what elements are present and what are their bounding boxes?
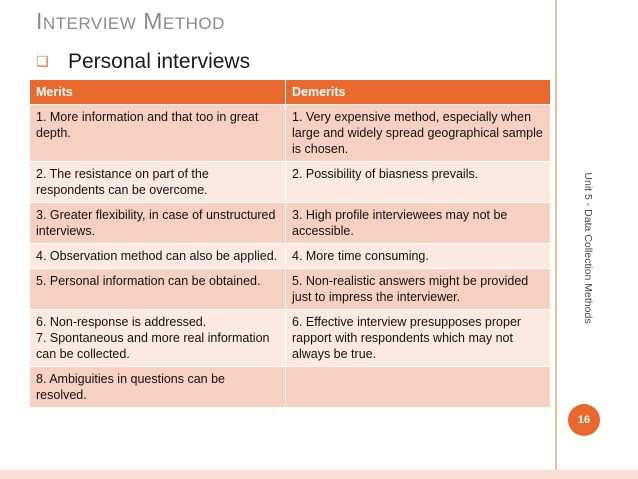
merit-cell: 1. More information and that too in great depth.: [30, 105, 286, 162]
slide-title: INTERVIEW METHOD: [36, 8, 225, 34]
header-demerits: Demerits: [286, 80, 551, 105]
table-row: [30, 203, 551, 244]
demerit-cell: 4. More time consuming.: [286, 244, 551, 269]
checkbox-bullet-icon: ❑: [36, 54, 49, 70]
merit-cell: 8. Ambiguities in questions can be resolved.: [30, 367, 286, 408]
merit-cell: [30, 310, 286, 367]
demerit-cell: [286, 367, 551, 408]
right-accent-bar: [555, 0, 557, 479]
unit-side-label: Unit 5 - Data Collection Methods: [582, 172, 594, 324]
bullet-point: [36, 50, 250, 74]
table-row: [30, 269, 551, 310]
demerit-cell: 1. Very expensive method, especially when large and widely spread geographical sample is chosen.: [286, 105, 551, 162]
demerit-cell: 5. Non-realistic answers might be provided just to impress the interviewer.: [286, 269, 551, 310]
header-merits: Merits: [30, 80, 286, 105]
merit-cell: 4. Observation method can also be applied.: [30, 244, 286, 269]
demerit-cell: 3. High profile interviewees may not be accessible.: [286, 203, 551, 244]
merit-line: 6. Non-response is addressed.: [36, 315, 207, 329]
bottom-accent-bar: [0, 470, 638, 479]
table-row: [30, 162, 551, 203]
page-number-badge: 16: [568, 404, 600, 436]
demerit-cell: 6. Effective interview presupposes proper rapport with respondents which may not always be true.: [286, 310, 551, 367]
table-row: [30, 244, 551, 269]
merit-cell: 2. The resistance on part of the respondents can be overcome.: [30, 162, 286, 203]
merit-cell: 5. Personal information can be obtained.: [30, 269, 286, 310]
table-header-row: [30, 80, 551, 105]
bullet-text: Personal interviews: [68, 50, 251, 73]
demerit-cell: 2. Possibility of biasness prevails.: [286, 162, 551, 203]
merit-cell: 3. Greater flexibility, in case of unstructured interviews.: [30, 203, 286, 244]
merit-line: 7. Spontaneous and more real information can be collected.: [36, 331, 270, 361]
table-row: [30, 105, 551, 162]
table-row: [30, 310, 551, 367]
table-row: [30, 367, 551, 408]
merits-demerits-table: [29, 79, 551, 408]
